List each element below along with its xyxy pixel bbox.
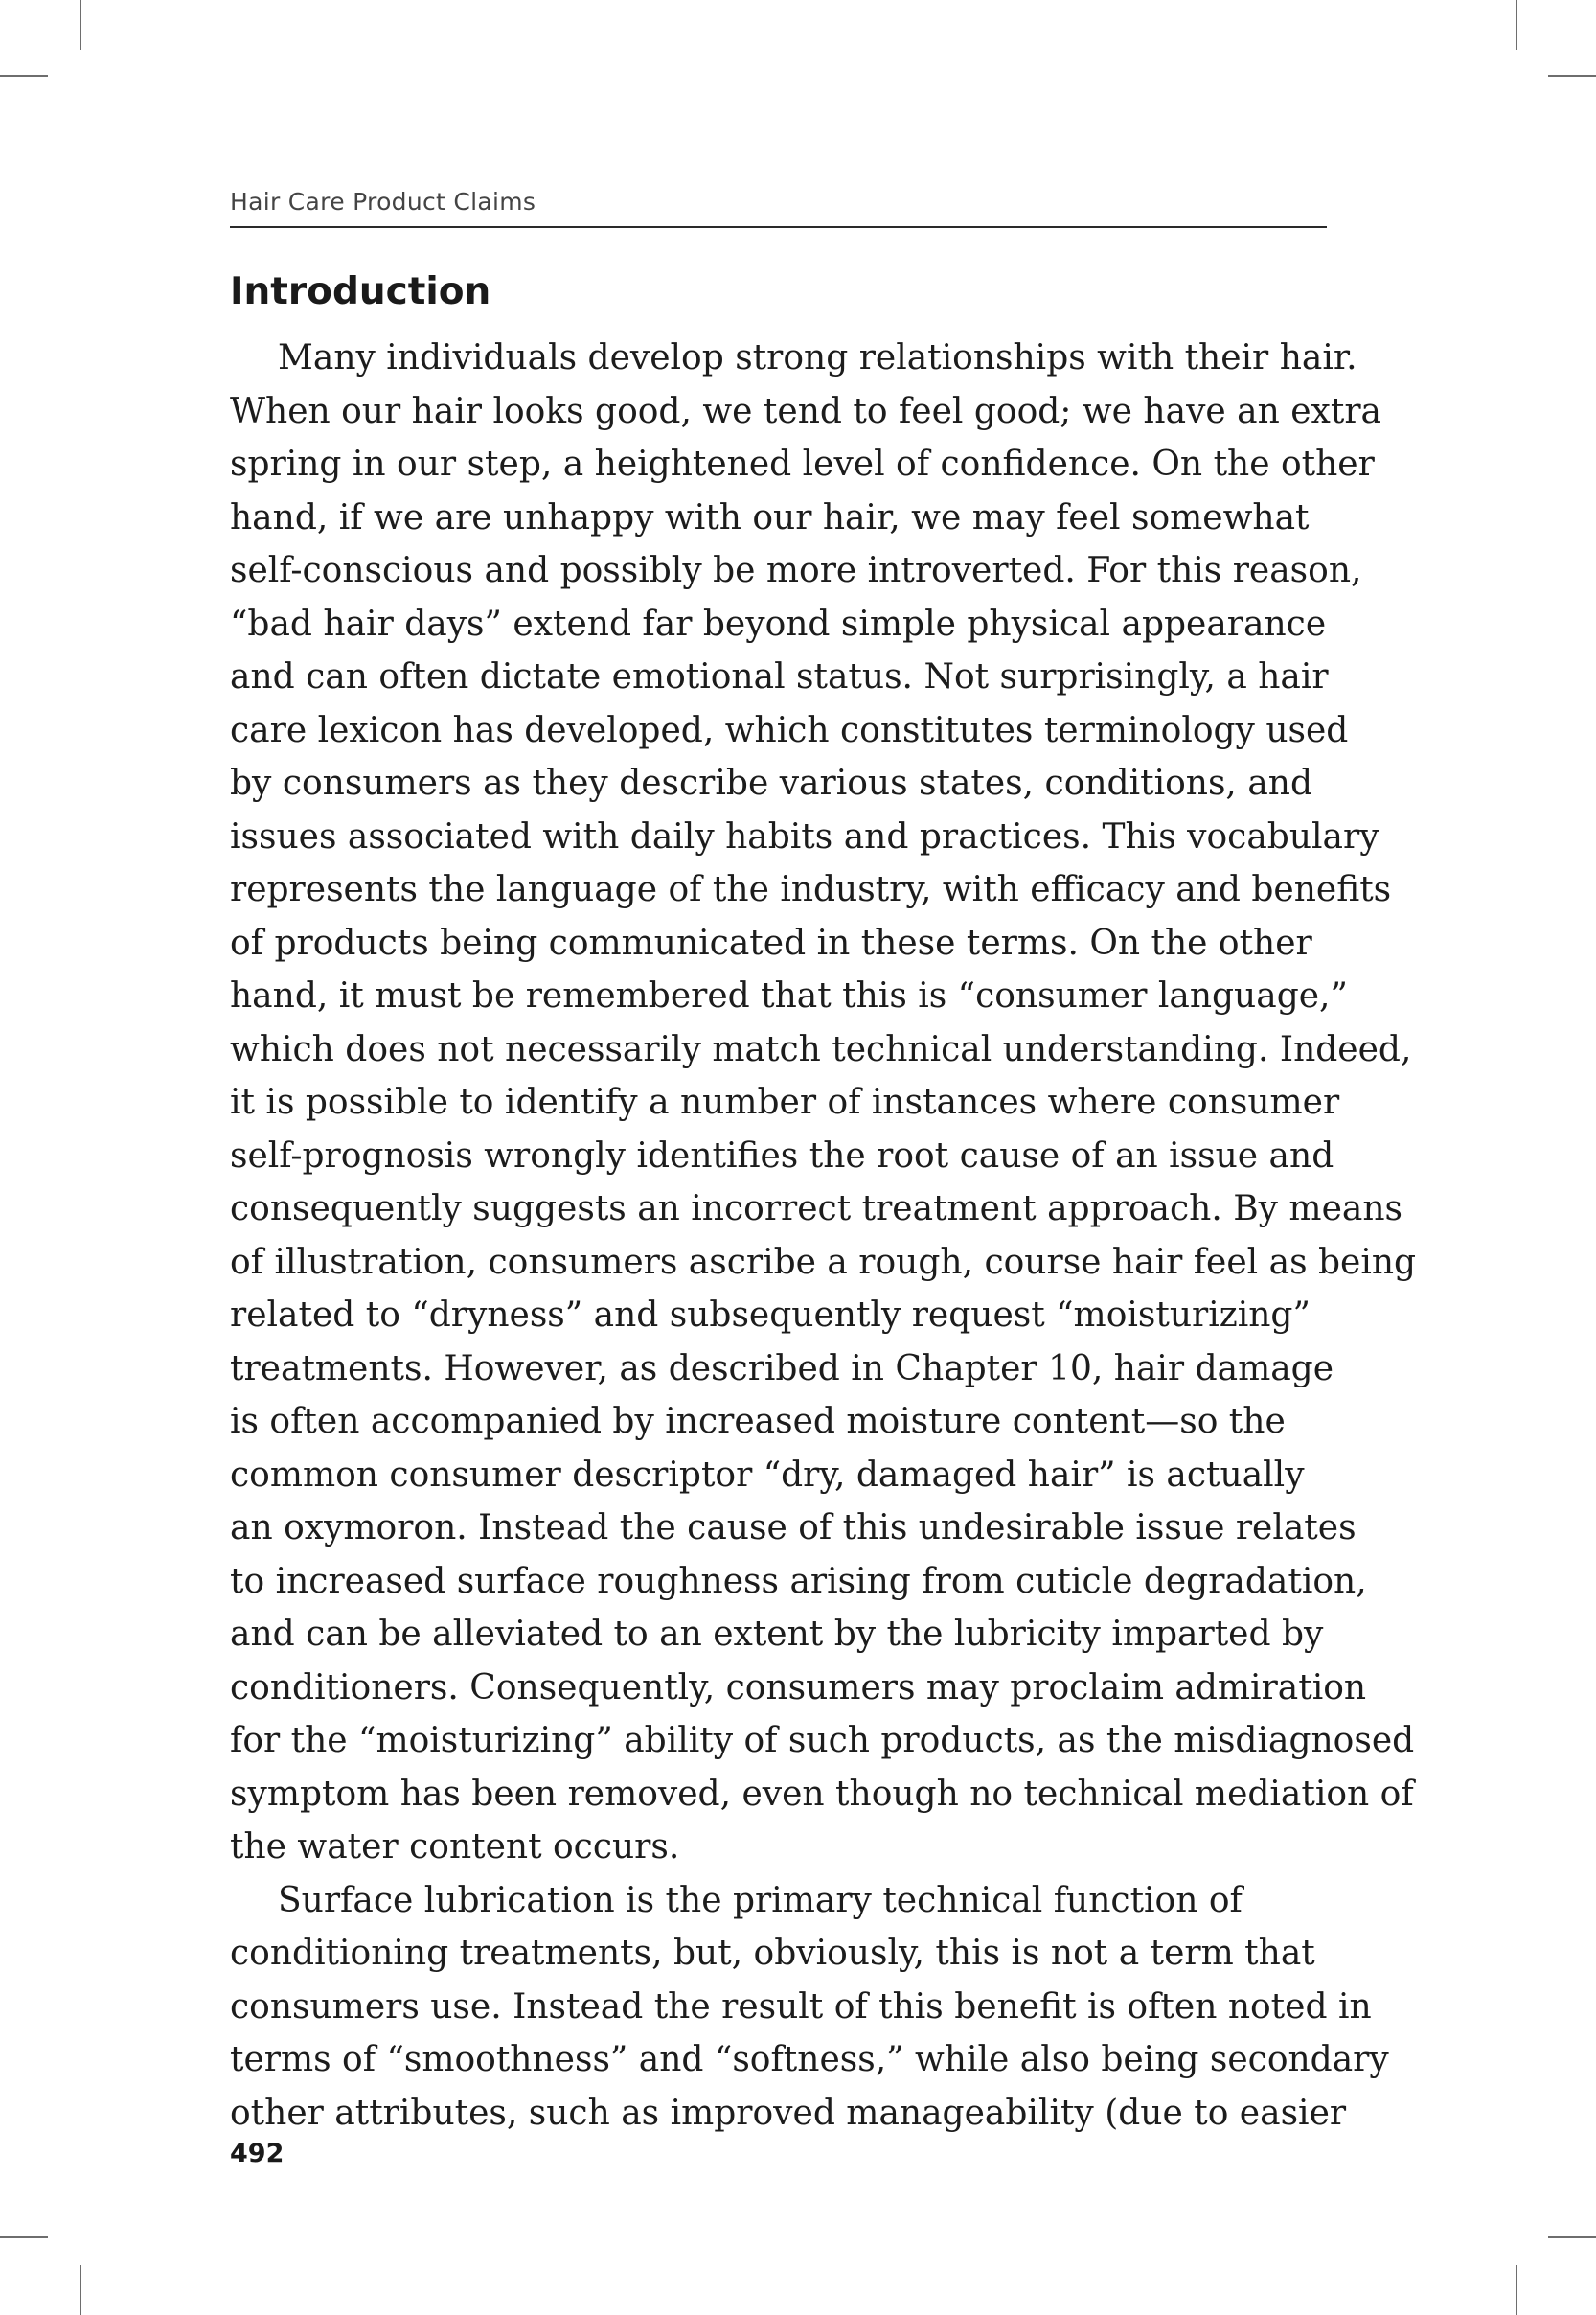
header-rule bbox=[230, 226, 1327, 228]
paragraph-2-line: terms of “smoothness” and “softness,” while also being secondary bbox=[230, 2040, 1389, 2079]
paragraph-1-line: conditioners. Consequently, consumers may proclaim admiration bbox=[230, 1667, 1367, 1708]
crop-mark bbox=[1548, 75, 1596, 77]
paragraph-1-line: self-prognosis wrongly identifies the root cause of an issue and bbox=[230, 1135, 1334, 1176]
paragraph-2-line: conditioning treatments, but, obviously, this is not a term that bbox=[230, 1934, 1315, 1973]
paragraph-1-line: Many individuals develop strong relationships with their hair. bbox=[278, 338, 1357, 378]
paragraph-2-line: other attributes, such as improved manageability (due to easier bbox=[230, 2093, 1347, 2133]
running-head: Hair Care Product Claims bbox=[230, 188, 536, 216]
crop-mark bbox=[0, 2236, 48, 2238]
crop-mark bbox=[80, 0, 81, 50]
paragraph-1-line: related to “dryness” and subsequently request “moisturizing” bbox=[230, 1295, 1311, 1335]
paragraph-1-line: to increased surface roughness arising from cuticle degradation, bbox=[230, 1561, 1367, 1601]
paragraph-1-line: it is possible to identify a number of instances where consumer bbox=[230, 1083, 1340, 1122]
paragraph-1-line: the water content occurs. bbox=[230, 1827, 680, 1867]
paragraph-1-line: by consumers as they describe various states, conditions, and bbox=[230, 764, 1313, 803]
paragraph-1-line: issues associated with daily habits and practices. This vocabulary bbox=[230, 816, 1379, 857]
paragraph-1-line: an oxymoron. Instead the cause of this undesirable issue relates bbox=[230, 1508, 1357, 1547]
paragraph-1-line: When our hair looks good, we tend to feel good; we have an extra bbox=[230, 391, 1381, 431]
paragraph-2-line: consumers use. Instead the result of this benefit is often noted in bbox=[230, 1986, 1372, 2027]
crop-mark bbox=[0, 75, 48, 77]
paragraph-1-line: symptom has been removed, even though no technical mediation of bbox=[230, 1774, 1414, 1814]
paragraph-1-line: treatments. However, as described in Chapter 10, hair damage bbox=[230, 1348, 1334, 1388]
paragraph-1-line: is often accompanied by increased moisture content—so the bbox=[230, 1402, 1286, 1441]
paragraph-1-line: consequently suggests an incorrect treatment approach. By means bbox=[230, 1189, 1402, 1228]
crop-mark bbox=[1548, 2236, 1596, 2238]
paragraph-1-line: which does not necessarily match technical understanding. Indeed, bbox=[230, 1029, 1412, 1069]
page-number: 492 bbox=[230, 2139, 285, 2168]
paragraph-1-line: spring in our step, a heightened level of confidence. On the other bbox=[230, 445, 1375, 484]
paragraph-1-line: “bad hair days” extend far beyond simple physical appearance bbox=[230, 604, 1327, 644]
section-title: Introduction bbox=[230, 270, 491, 313]
crop-mark bbox=[1516, 2265, 1517, 2315]
paragraph-1-line: self-conscious and possibly be more introverted. For this reason, bbox=[230, 551, 1362, 590]
paragraph-1-line: hand, if we are unhappy with our hair, we may feel somewhat bbox=[230, 497, 1310, 538]
body-text bbox=[230, 332, 1417, 2140]
paragraph-1-line: hand, it must be remembered that this is “consumer language,” bbox=[230, 976, 1348, 1016]
paragraph-1-line: represents the language of the industry, with efficacy and benefits bbox=[230, 870, 1392, 909]
paragraph-1-line: and can often dictate emotional status. Not surprisingly, a hair bbox=[230, 657, 1329, 697]
paragraph-1-line: and can be alleviated to an extent by the lubricity imparted by bbox=[230, 1615, 1324, 1654]
crop-mark bbox=[1516, 0, 1517, 50]
paragraph-2-line: Surface lubrication is the primary technical function of bbox=[278, 1880, 1243, 1920]
crop-mark bbox=[80, 2265, 81, 2315]
paragraph-1-line: for the “moisturizing” ability of such products, as the misdiagnosed bbox=[230, 1721, 1415, 1760]
paragraph-1-line: of illustration, consumers ascribe a rough, course hair feel as being bbox=[230, 1242, 1417, 1282]
paragraph-1-line: care lexicon has developed, which constitutes terminology used bbox=[230, 710, 1349, 750]
paragraph-1-line: common consumer descriptor “dry, damaged hair” is actually bbox=[230, 1455, 1305, 1495]
paragraph-1-line: of products being communicated in these terms. On the other bbox=[230, 923, 1312, 963]
